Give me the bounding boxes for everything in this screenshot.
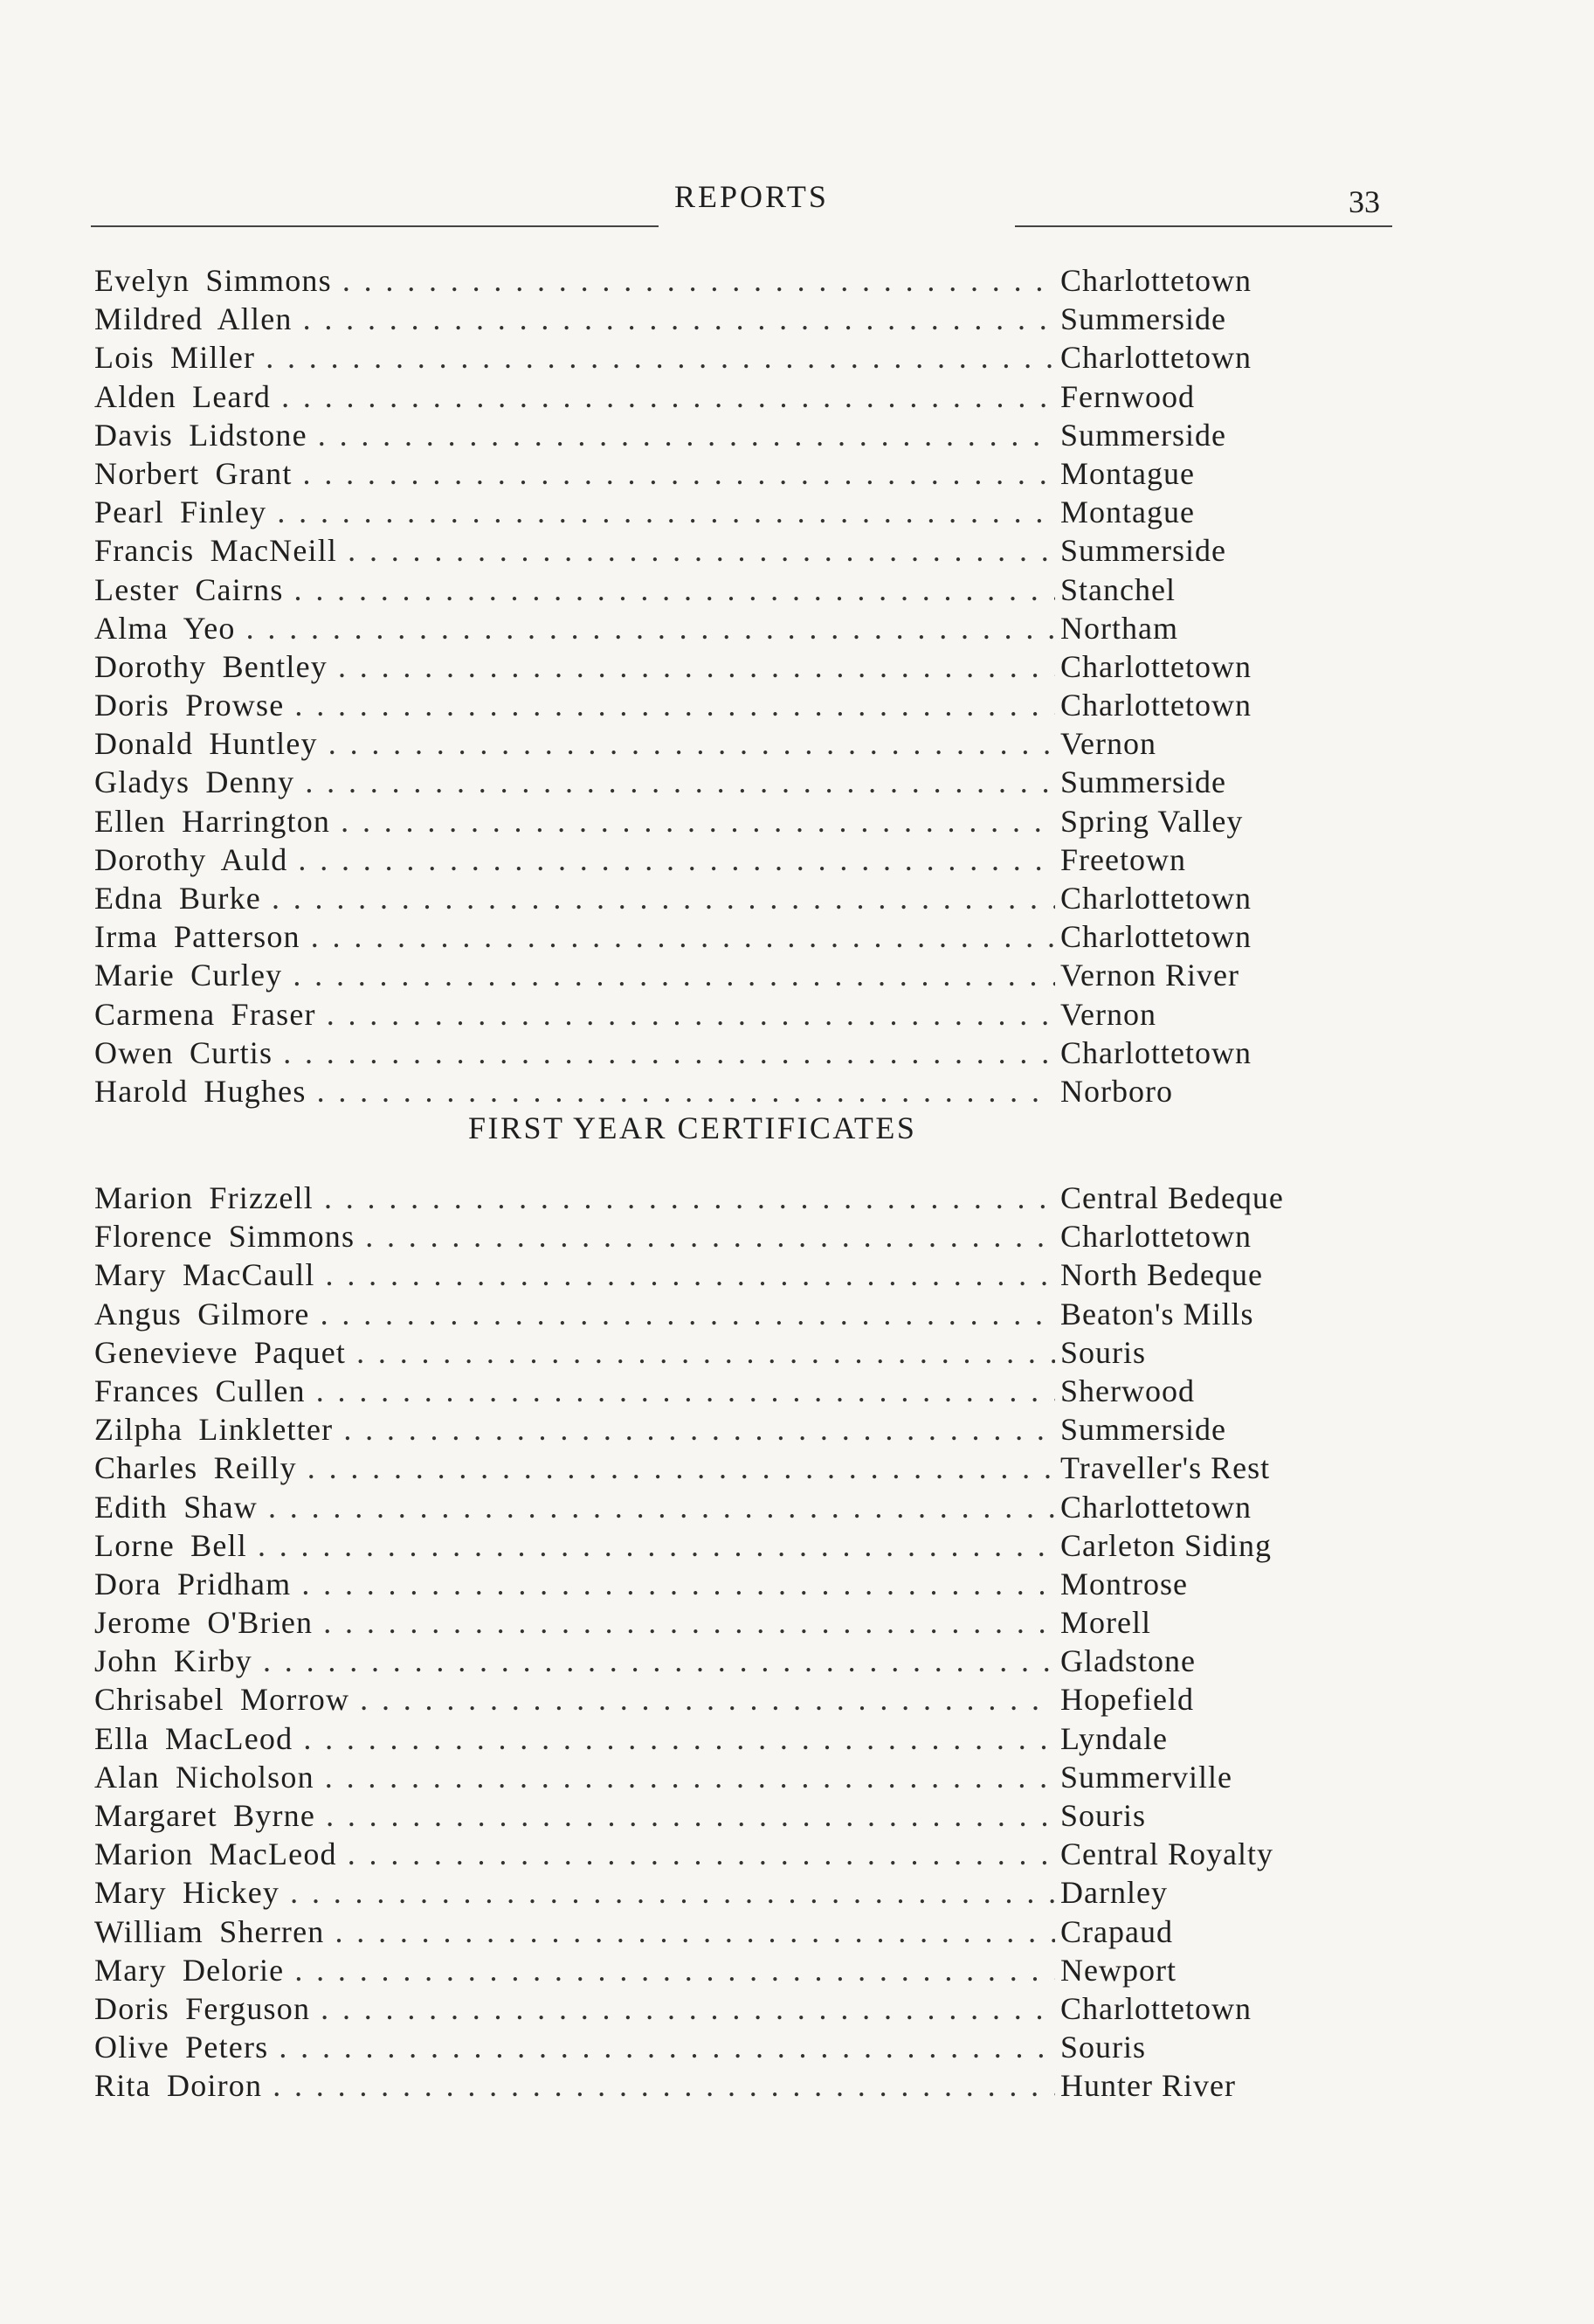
dot-leader (328, 725, 1055, 762)
entry-name: Lester Cairns (94, 571, 284, 607)
list-item (94, 1373, 1326, 1411)
entry-list-2 (94, 1179, 1326, 2106)
entry-name: Donald Huntley (94, 726, 318, 762)
list-item (94, 1527, 1326, 1566)
list-item (94, 1990, 1326, 2029)
entry-place: Northam (1060, 610, 1178, 646)
entry-place: Darnley (1060, 1875, 1168, 1911)
dot-leader (348, 1836, 1055, 1872)
entry-name: Charles Reilly (94, 1450, 297, 1486)
entry-place: Hopefield (1060, 1682, 1194, 1718)
entry-place: Central Royalty (1060, 1836, 1273, 1872)
dot-leader (281, 378, 1055, 415)
entry-name: Jerome O'Brien (94, 1605, 314, 1641)
entry-name: Genevieve Paquet (94, 1334, 347, 1370)
list-item (94, 417, 1326, 455)
entry-place: Morell (1060, 1605, 1151, 1641)
dot-leader (338, 648, 1055, 685)
entry-name: Mary Hickey (94, 1875, 280, 1911)
list-item (94, 1034, 1326, 1073)
dot-leader (268, 1489, 1055, 1525)
entry-place: Stanchel (1060, 571, 1176, 607)
entry-name: Florence Simmons (94, 1219, 355, 1255)
entry-name: Pearl Finley (94, 495, 267, 530)
entry-name: Margaret Byrne (94, 1798, 316, 1833)
entry-place: Charlottetown (1060, 1990, 1252, 2026)
entry-place: Freetown (1060, 841, 1186, 877)
entry-place: Summerside (1060, 417, 1226, 453)
list-item (94, 1449, 1326, 1488)
list-item (94, 1643, 1326, 1681)
header-rule-left (91, 225, 659, 227)
entry-place: Newport (1060, 1952, 1177, 1988)
list-item (94, 1218, 1326, 1256)
dot-leader (303, 1720, 1055, 1757)
entry-name: Rita Doiron (94, 2068, 263, 2104)
entry-place: Fernwood (1060, 378, 1195, 414)
entry-place: Spring Valley (1060, 803, 1244, 839)
entry-place: Summerside (1060, 1412, 1226, 1448)
list-item (94, 841, 1326, 880)
entry-name: Edna Burke (94, 881, 261, 916)
dot-leader (360, 1681, 1055, 1718)
dot-leader (365, 1218, 1055, 1255)
dot-leader (290, 1874, 1055, 1911)
list-item (94, 262, 1326, 301)
entry-name: Ella MacLeod (94, 1720, 293, 1756)
entry-name: Ellen Harrington (94, 803, 331, 839)
entry-place: Souris (1060, 1334, 1147, 1370)
list-item (94, 301, 1326, 339)
list-item (94, 725, 1326, 764)
dot-leader (266, 339, 1055, 376)
entry-name: Davis Lidstone (94, 417, 307, 453)
dot-leader (298, 841, 1055, 878)
entry-name: Doris Ferguson (94, 1990, 311, 2026)
dot-leader (301, 1566, 1055, 1602)
dot-leader (246, 610, 1055, 647)
entry-place: Montague (1060, 495, 1195, 530)
dot-leader (307, 1449, 1055, 1486)
entry-place: Summerside (1060, 301, 1226, 337)
entry-name: Doris Prowse (94, 688, 285, 723)
entry-place: Charlottetown (1060, 263, 1252, 298)
entry-place: Summerside (1060, 533, 1226, 569)
dot-leader (317, 1073, 1055, 1110)
entry-name: Mildred Allen (94, 301, 293, 337)
list-item (94, 687, 1326, 725)
dot-leader (273, 2067, 1055, 2104)
entry-name: Dora Pridham (94, 1566, 292, 1601)
entry-name: Edith Shaw (94, 1489, 258, 1525)
list-item (94, 494, 1326, 532)
list-item (94, 1073, 1326, 1111)
list-item (94, 1720, 1326, 1759)
entry-name: Norbert Grant (94, 455, 293, 491)
entry-place: Vernon River (1060, 958, 1239, 993)
entry-name: Angus Gilmore (94, 1296, 310, 1331)
entry-place: Charlottetown (1060, 1489, 1252, 1525)
dot-leader (293, 957, 1055, 993)
entry-name: Mary Delorie (94, 1952, 285, 1988)
running-title: REPORTS (674, 179, 829, 214)
dot-leader (335, 1913, 1055, 1950)
dot-leader (321, 1296, 1055, 1332)
dot-leader (283, 1034, 1055, 1071)
entry-name: Dorothy Auld (94, 841, 288, 877)
entry-place: Montague (1060, 455, 1195, 491)
entry-name: Alan Nicholson (94, 1759, 314, 1795)
entry-name: Alma Yeo (94, 610, 236, 646)
dot-leader (303, 455, 1055, 492)
list-item (94, 1759, 1326, 1797)
dot-leader (294, 571, 1055, 608)
dot-leader (272, 880, 1055, 916)
entry-place: Gladstone (1060, 1643, 1196, 1679)
list-item (94, 1604, 1326, 1643)
dot-leader (342, 262, 1055, 299)
entry-place: Hunter River (1060, 2068, 1236, 2104)
entry-place: Charlottetown (1060, 340, 1252, 376)
dot-leader (326, 1256, 1055, 1293)
entry-name: Olive Peters (94, 2030, 269, 2065)
dot-leader (321, 1990, 1055, 2027)
list-item (94, 957, 1326, 995)
page-header (91, 178, 1401, 231)
entry-name: Alden Leard (94, 378, 272, 414)
list-item (94, 610, 1326, 648)
entry-place: Traveller's Rest (1060, 1450, 1271, 1486)
list-item (94, 2067, 1326, 2106)
entry-place: Charlottetown (1060, 688, 1252, 723)
list-item (94, 1296, 1326, 1334)
list-item (94, 1836, 1326, 1874)
entry-name: Evelyn Simmons (94, 263, 332, 298)
list-item (94, 339, 1326, 377)
entry-name: John Kirby (94, 1643, 252, 1679)
list-item (94, 2029, 1326, 2067)
dot-leader (326, 1797, 1055, 1834)
entry-name: William Sherren (94, 1913, 325, 1949)
dot-leader (323, 1604, 1055, 1641)
list-item (94, 880, 1326, 918)
entry-place: Summerville (1060, 1759, 1232, 1795)
entry-place: Charlottetown (1060, 1219, 1252, 1255)
entry-name: Lorne Bell (94, 1527, 247, 1563)
entry-name: Carmena Fraser (94, 996, 316, 1032)
entry-name: Francis MacNeill (94, 533, 338, 569)
dot-leader (324, 1179, 1055, 1216)
entry-place: Charlottetown (1060, 1034, 1252, 1070)
list-item (94, 648, 1326, 687)
dot-leader (258, 1527, 1055, 1564)
dot-leader (343, 1411, 1055, 1448)
list-item (94, 1797, 1326, 1836)
dot-leader (325, 1759, 1055, 1795)
dot-leader (303, 301, 1055, 337)
dot-leader (341, 803, 1055, 840)
list-item (94, 1952, 1326, 1990)
entry-name: Irma Patterson (94, 919, 300, 955)
list-item (94, 1874, 1326, 1912)
list-item (94, 1566, 1326, 1604)
list-item (94, 1913, 1326, 1952)
entry-place: North Bedeque (1060, 1257, 1263, 1293)
list-item (94, 1179, 1326, 1218)
dot-leader (277, 494, 1055, 530)
entry-place: Lyndale (1060, 1720, 1168, 1756)
entry-name: Dorothy Bentley (94, 648, 328, 684)
page-number: 33 (1349, 184, 1380, 219)
entry-name: Mary MacCaull (94, 1257, 315, 1293)
list-item (94, 1489, 1326, 1527)
entry-place: Vernon (1060, 726, 1156, 762)
entry-name: Frances Cullen (94, 1373, 306, 1408)
entry-place: Norboro (1060, 1073, 1173, 1109)
list-item (94, 1411, 1326, 1449)
list-item (94, 378, 1326, 417)
dot-leader (348, 532, 1055, 569)
list-item (94, 996, 1326, 1034)
dot-leader (316, 1373, 1055, 1409)
entry-name: Marie Curley (94, 958, 283, 993)
dot-leader (279, 2029, 1055, 2065)
list-item (94, 803, 1326, 841)
dot-leader (356, 1334, 1055, 1371)
entry-place: Charlottetown (1060, 648, 1252, 684)
entry-place: Montrose (1060, 1566, 1188, 1601)
entry-place: Souris (1060, 1798, 1147, 1833)
dot-leader (263, 1643, 1055, 1679)
entry-place: Central Bedeque (1060, 1180, 1284, 1215)
dot-leader (294, 687, 1055, 723)
dot-leader (318, 417, 1055, 453)
list-item (94, 571, 1326, 610)
entry-place: Beaton's Mills (1060, 1296, 1254, 1331)
entry-name: Owen Curtis (94, 1034, 273, 1070)
dot-leader (327, 996, 1055, 1033)
list-item (94, 1334, 1326, 1373)
entry-list-1 (94, 262, 1326, 1111)
entry-place: Sherwood (1060, 1373, 1195, 1408)
section-heading: FIRST YEAR CERTIFICATES (468, 1110, 917, 1145)
entry-place: Souris (1060, 2030, 1147, 2065)
dot-leader (311, 918, 1055, 955)
list-item (94, 455, 1326, 494)
list-item (94, 918, 1326, 957)
entry-name: Marion Frizzell (94, 1180, 314, 1215)
list-item (94, 764, 1326, 802)
entry-place: Summerside (1060, 764, 1226, 800)
entry-place: Crapaud (1060, 1913, 1173, 1949)
entry-place: Charlottetown (1060, 919, 1252, 955)
entry-name: Marion MacLeod (94, 1836, 337, 1872)
entry-place: Charlottetown (1060, 881, 1252, 916)
list-item (94, 532, 1326, 571)
dot-leader (305, 764, 1055, 800)
list-item (94, 1256, 1326, 1295)
entry-name: Zilpha Linkletter (94, 1412, 334, 1448)
entry-place: Vernon (1060, 996, 1156, 1032)
entry-name: Lois Miller (94, 340, 256, 376)
header-rule-right (1015, 225, 1392, 227)
entry-place: Carleton Siding (1060, 1527, 1272, 1563)
entry-name: Chrisabel Morrow (94, 1682, 350, 1718)
dot-leader (294, 1952, 1055, 1989)
entry-name: Harold Hughes (94, 1073, 307, 1109)
list-item (94, 1681, 1326, 1719)
entry-name: Gladys Denny (94, 764, 295, 800)
